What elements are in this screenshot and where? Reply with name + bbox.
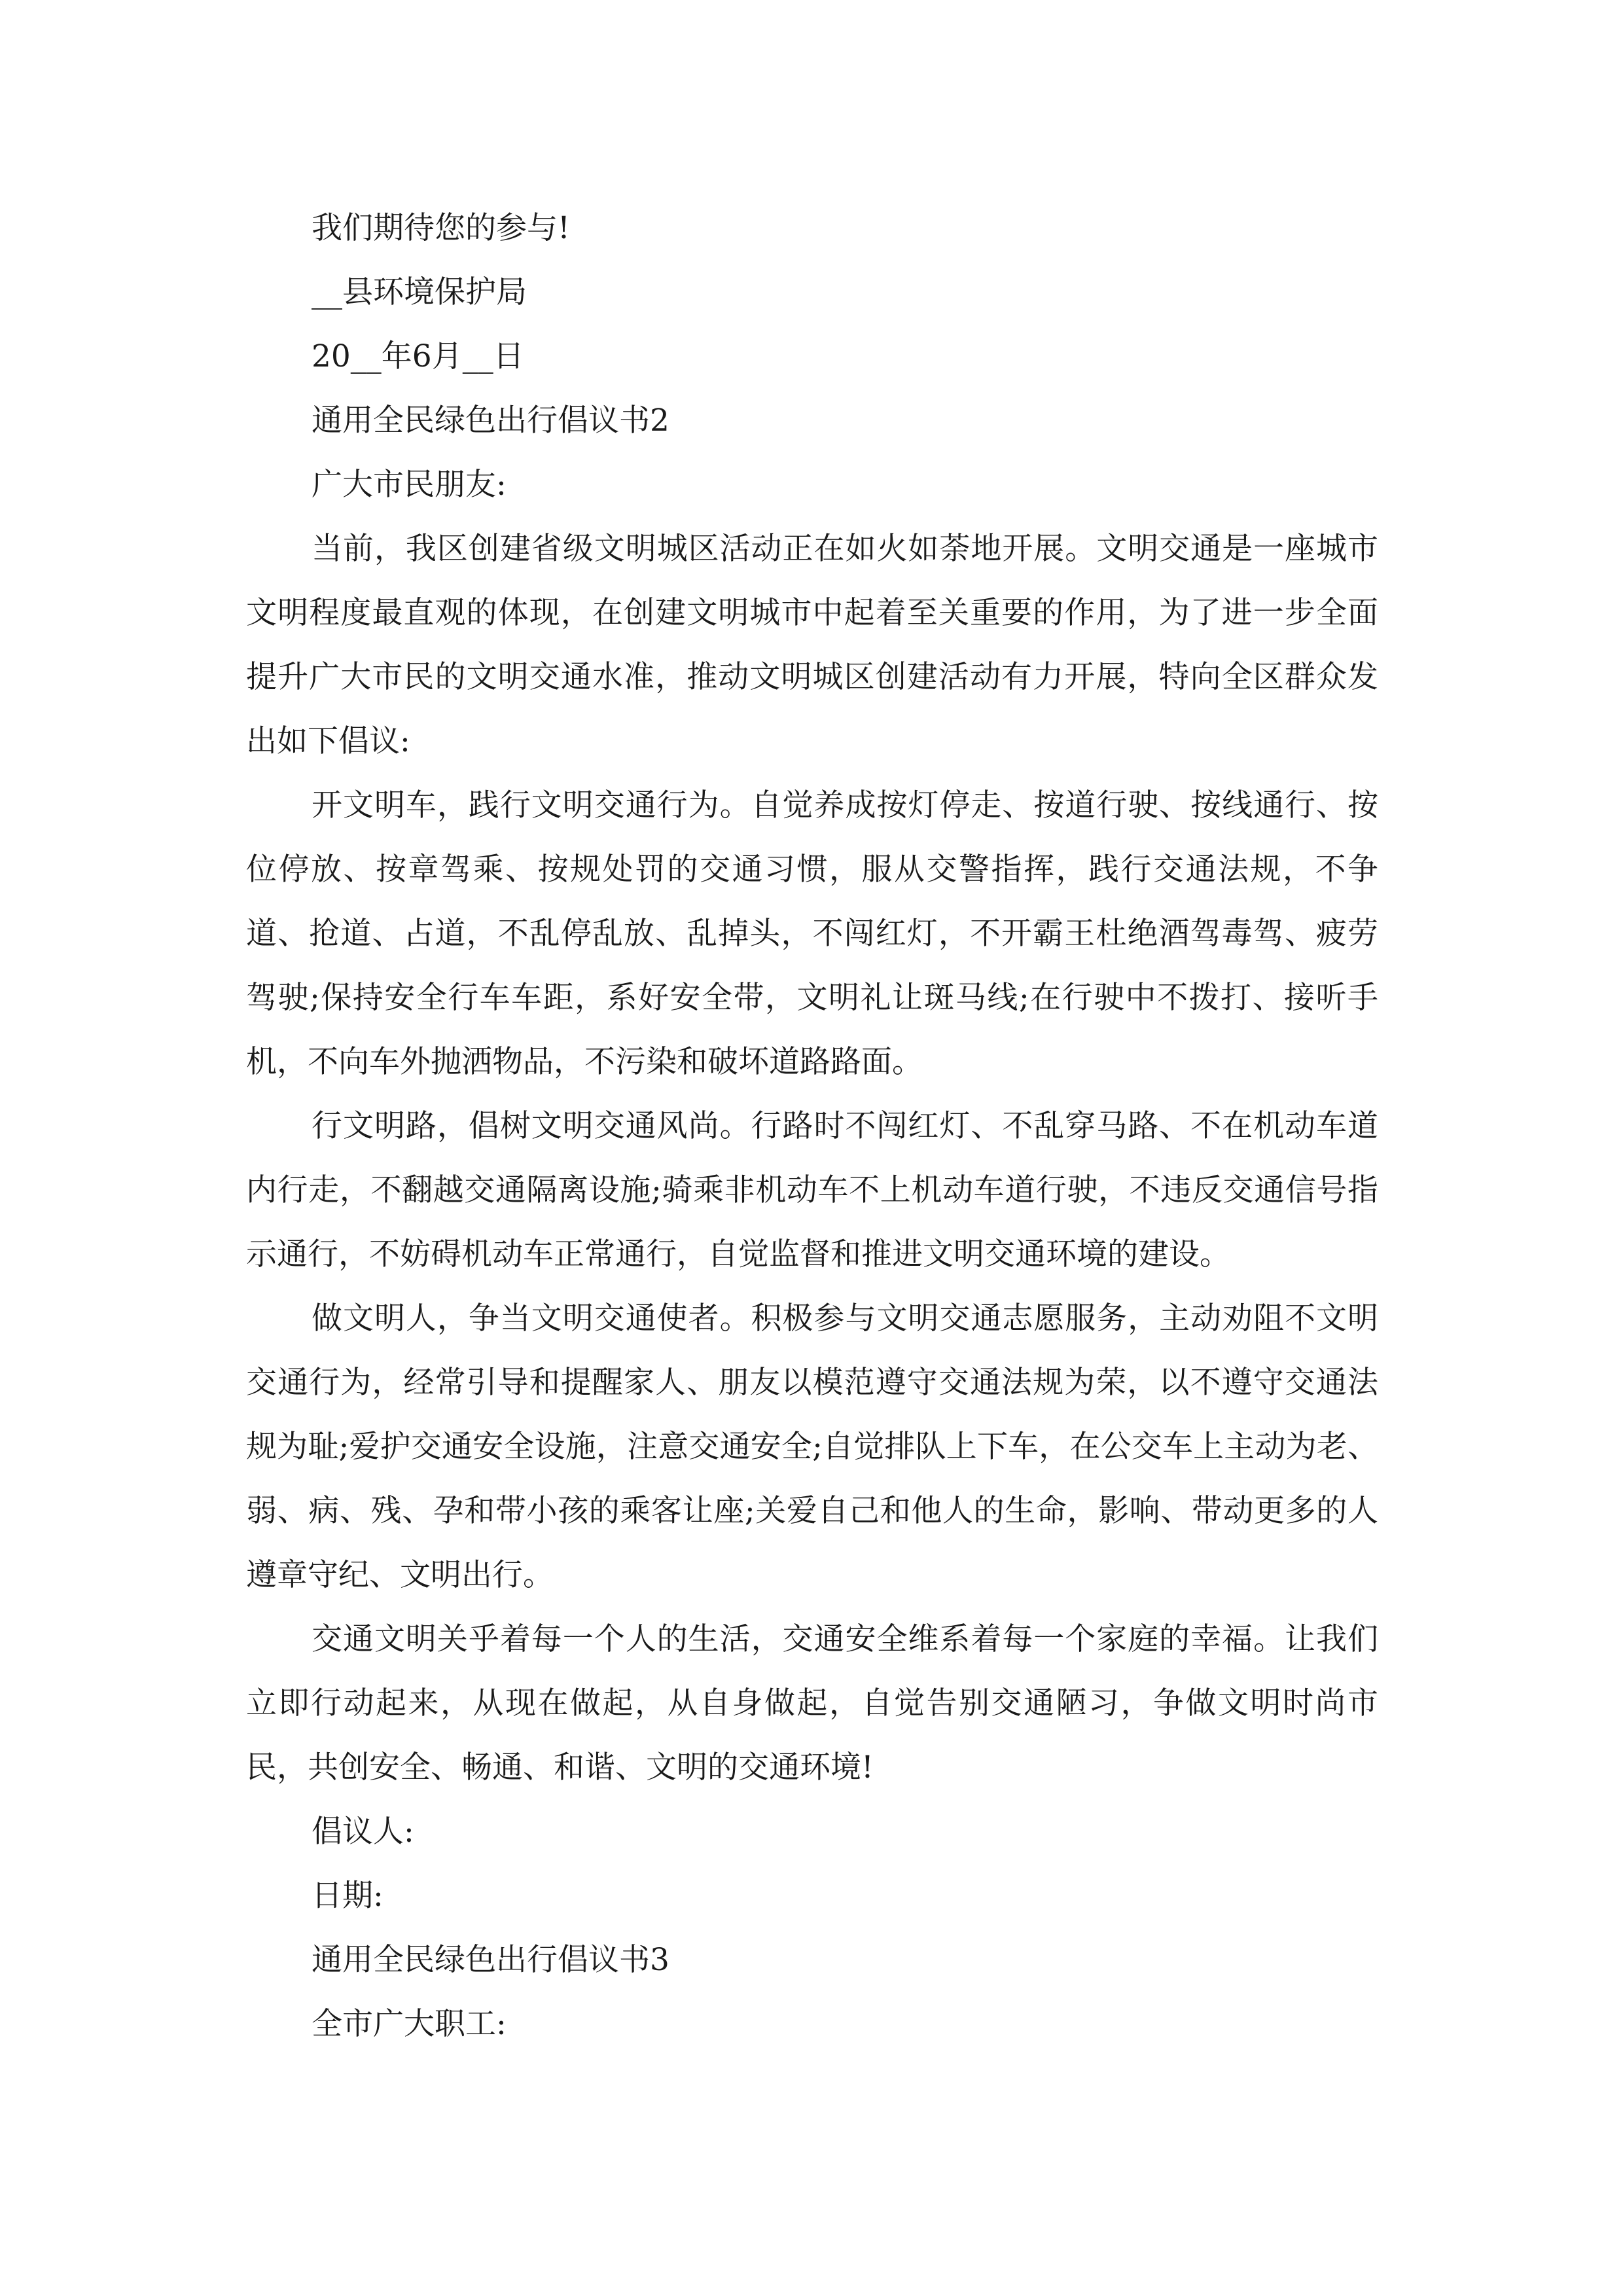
section-2-salutation: 广大市民朋友: <box>312 467 507 503</box>
signature-org: __县环境保护局 <box>312 274 527 310</box>
section-3-title: 通用全民绿色出行倡议书3 <box>312 1942 669 1978</box>
section-3-salutation: 全市广大职工: <box>312 2006 507 2042</box>
section-2-paragraph: 开文明车，践行文明交通行为。自觉养成按灯停走、按道行驶、按线通行、按位停放、按章驾乘、按规处罚的交通习惯，服从交警指挥，践行交通法规，不争道、抢道、占道，不乱停乱放、乱掉头，不闯红灯，不开霸王杜绝酒驾毒驾、疲劳驾驶;保持安全行车车距，系好安全带，文明礼让斑马线;在行驶中不拨打、接听手机，不向车外抛洒物品，不污染和破坏道路路面。 <box>246 787 1378 1080</box>
document-body <box>246 196 1378 2056</box>
section-2-paragraph: 行文明路，倡树文明交通风尚。行路时不闯红灯、不乱穿马路、不在机动车道内行走，不翻越交通隔离设施;骑乘非机动车不上机动车道行驶，不违反交通信号指示通行，不妨碍机动车正常通行，自觉监督和推进文明交通环境的建设。 <box>246 1108 1378 1272</box>
section-2-paragraph: 做文明人，争当文明交通使者。积极参与文明交通志愿服务，主动劝阻不文明交通行为，经常引导和提醒家人、朋友以模范遵守交通法规为荣，以不遵守交通法规为耻;爱护交通安全设施，注意交通安全;自觉排队上下车，在公交车上主动为老、弱、病、残、孕和带小孩的乘客让座;关爱自己和他人的生命，影响、带动更多的人遵章守纪、文明出行。 <box>246 1300 1378 1593</box>
initiator-label: 倡议人: <box>312 1814 414 1850</box>
closing-line: 我们期待您的参与! <box>312 210 570 246</box>
section-2-paragraph: 交通文明关乎着每一个人的生活，交通安全维系着每一个家庭的幸福。让我们立即行动起来，从现在做起，从自身做起，自觉告别交通陋习，争做文明时尚市民，共创安全、畅通、和谐、文明的交通环境! <box>246 1621 1378 1785</box>
section-2-paragraph: 当前，我区创建省级文明城区活动正在如火如荼地开展。文明交通是一座城市文明程度最直观的体现，在创建文明城市中起着至关重要的作用，为了进一步全面提升广大市民的文明交通水准，推动文明城区创建活动有力开展，特向全区群众发出如下倡议: <box>246 531 1378 759</box>
section-2-title: 通用全民绿色出行倡议书2 <box>312 403 669 439</box>
date-label: 日期: <box>312 1878 383 1914</box>
signature-date: 20__年6月__日 <box>312 338 524 374</box>
